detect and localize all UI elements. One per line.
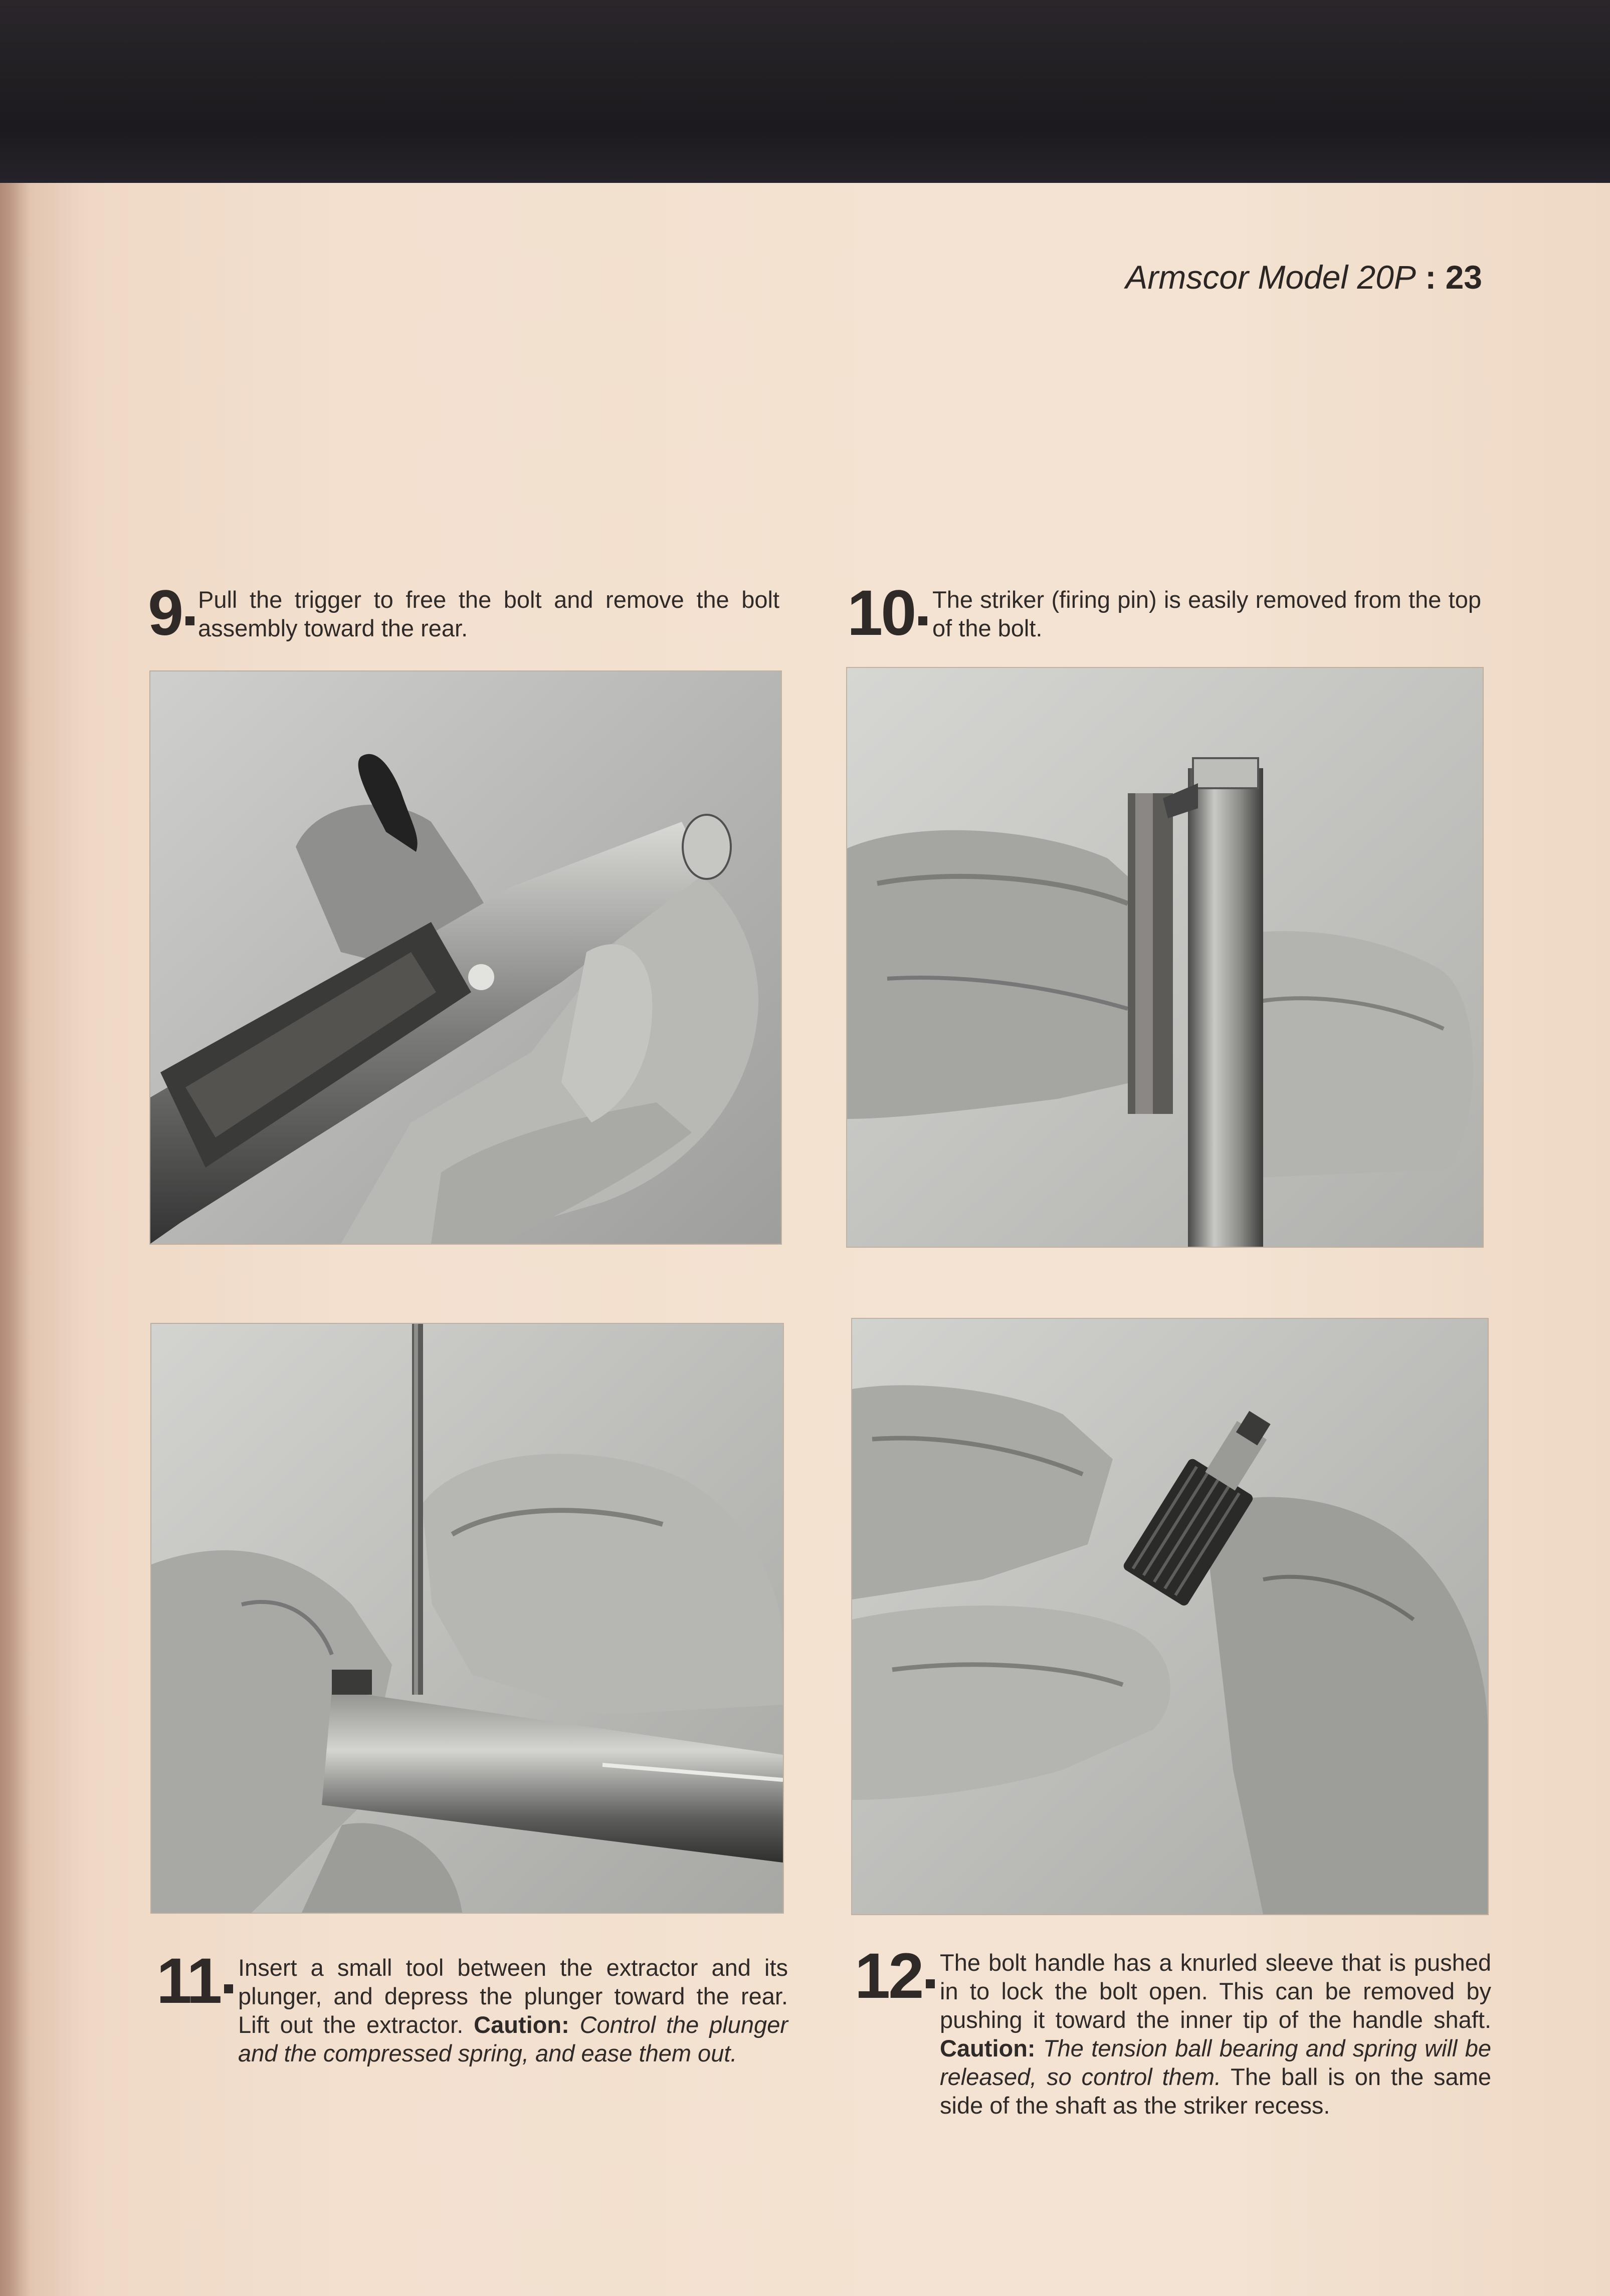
step-10 [847, 577, 1483, 651]
step-instruction-after: The ball is on the same side of the shaft as the striker recess. [940, 2063, 1491, 2119]
step-instruction [940, 1948, 1491, 2120]
photo-step-12-bolt-handle [852, 1319, 1488, 1914]
caution-text: Control the plunger and the compressed spring, and ease them out. [238, 2011, 788, 2067]
book-title: Armscor Model 20P [1125, 259, 1416, 296]
step-11 [156, 1945, 790, 2080]
step-instruction [238, 1953, 788, 2068]
photo-step-10-striker-removal [847, 668, 1483, 1247]
step-instruction: The striker (firing pin) is easily removed from the top of the bolt. [932, 586, 1481, 641]
step-instruction-main: The bolt handle has a knurled sleeve that is pushed in to lock the bolt open. This can be removed by pushing it toward the inner tip of the handle shaft. [940, 1949, 1491, 2033]
caution-label: Caution: [474, 2011, 569, 2038]
photo-step-11-extractor-removal [151, 1324, 783, 1913]
step-12 [855, 1940, 1491, 2119]
photo-step-9-bolt-removal [150, 671, 781, 1244]
step-number: 11 [156, 1945, 221, 2017]
step-text [932, 585, 1481, 642]
step-instruction-main: Insert a small tool between the extractor and its plunger, and depress the plunger toward the rear. Lift out the extractor. [238, 1954, 788, 2038]
title-separator: : [1425, 259, 1437, 296]
running-head [1125, 258, 1482, 296]
scanner-background [0, 0, 1610, 183]
caution-text: The tension ball bearing and spring will be released, so control them. [940, 2035, 1491, 2090]
step-text [198, 585, 779, 642]
step-number: 9 [148, 577, 182, 649]
step-number: 10 [847, 577, 915, 649]
step-9 [148, 577, 782, 651]
step-text [238, 1953, 788, 2068]
step-instruction: Pull the trigger to free the bolt and remove the bolt assembly toward the rear. [198, 586, 779, 641]
step-number: 12 [855, 1940, 922, 2012]
page-number: 23 [1445, 259, 1482, 296]
book-page [0, 183, 1610, 2296]
caution-label: Caution: [940, 2035, 1036, 2061]
step-text [940, 1948, 1491, 2120]
